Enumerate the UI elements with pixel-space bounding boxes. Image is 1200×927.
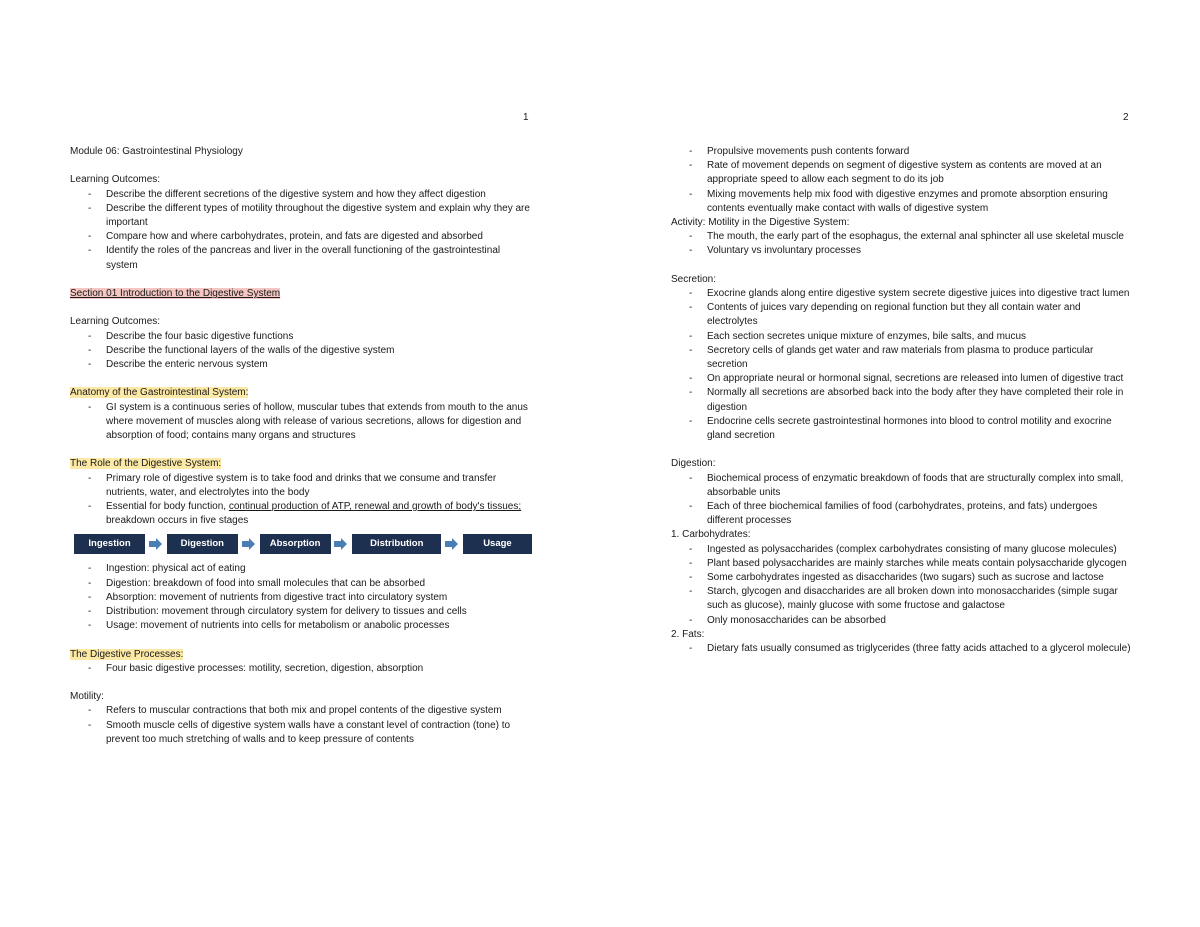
role-item-underlined: continual production of ATP, renewal and growth of body's tissues;: [228, 501, 522, 512]
fats-list: [671, 642, 1131, 656]
list-item: - Describe the functional layers of the walls of the digestive system: [70, 344, 532, 358]
list-item: - Describe the different secretions of the digestive system and how they affect digestion: [70, 188, 532, 202]
processes-heading: The Digestive Processes:: [70, 648, 184, 660]
list-item: - Distribution: movement through circulatory system for delivery to tissues and cells: [70, 605, 532, 619]
learning-outcomes-heading: Learning Outcomes:: [70, 316, 161, 328]
list-item: - Describe the different types of motility throughout the digestive system and explain why they are important: [70, 202, 532, 230]
list-item: - Endocrine cells secrete gastrointestinal hormones into blood to control motility and exocrine gland secretion: [671, 415, 1131, 443]
anatomy-heading: Anatomy of the Gastrointestinal System:: [70, 387, 249, 399]
list-item: - On appropriate neural or hormonal signal, secretions are released into lumen of digestive tract: [671, 372, 1131, 386]
digestion-list: [671, 472, 1131, 529]
arrow-right-icon: [331, 534, 353, 554]
flow-stage-distribution: Distribution: [352, 534, 441, 554]
section-heading: Section 01 Introduction to the Digestive System: [70, 288, 281, 299]
stages-list: [70, 562, 532, 633]
list-item: - Each of three biochemical families of food (carbohydrates, proteins, and fats) undergoes different processes: [671, 500, 1131, 528]
list-item: - Describe the four basic digestive functions: [70, 330, 532, 344]
list-item: - Smooth muscle cells of digestive system walls have a constant level of contraction (tone) to prevent too much stretching of walls and to keep pressure of contents: [70, 719, 532, 747]
list-item: - Exocrine glands along entire digestive system secrete digestive juices into digestive tract lumen: [671, 287, 1131, 301]
list-item: - Refers to muscular contractions that both mix and propel contents of the digestive system: [70, 704, 532, 718]
processes-list: [70, 662, 532, 676]
motility-continued-list: [671, 145, 1131, 216]
list-item: - Propulsive movements push contents forward: [671, 145, 1131, 159]
flow-stage-absorption: Absorption: [260, 534, 331, 554]
digestion-stages-flow: [74, 534, 532, 554]
list-item: - Ingestion: physical act of eating: [70, 562, 532, 576]
list-item: - Secretory cells of glands get water and raw materials from plasma to produce particular secretion: [671, 344, 1131, 372]
module-title: Module 06: Gastrointestinal Physiology: [70, 146, 243, 157]
list-item: - Starch, glycogen and disaccharides are all broken down into monosaccharides (simple sugar such as glucose), mainly glucose with some fructose and galactose: [671, 585, 1131, 613]
arrow-right-icon: [441, 534, 463, 554]
role-heading: The Role of the Digestive System:: [70, 458, 222, 470]
carbohydrates-list: [671, 543, 1131, 628]
carbohydrates-heading: 1. Carbohydrates:: [671, 529, 751, 541]
activity-heading: Activity: Motility in the Digestive System:: [671, 217, 850, 229]
list-item: - Each section secretes unique mixture of enzymes, bile salts, and mucus: [671, 330, 1131, 344]
list-item: - Primary role of digestive system is to take food and drinks that we consume and transfer nutrients, water, and electrolytes into the body: [70, 472, 532, 500]
list-item: - Digestion: breakdown of food into small molecules that can be absorbed: [70, 577, 532, 591]
flow-stage-ingestion: Ingestion: [74, 534, 145, 554]
page-number-left: 1: [523, 112, 529, 123]
list-item: - Four basic digestive processes: motility, secretion, digestion, absorption: [70, 662, 532, 676]
page-number-right: 2: [1123, 112, 1129, 123]
list-item: - Absorption: movement of nutrients from digestive tract into circulatory system: [70, 591, 532, 605]
list-item: - Normally all secretions are absorbed back into the body after they have completed their role in digestion: [671, 386, 1131, 414]
learning-outcomes-list: [70, 188, 532, 273]
list-item: - Ingested as polysaccharides (complex carbohydrates consisting of many glucose molecules): [671, 543, 1131, 557]
secretion-list: [671, 287, 1131, 443]
list-item: - Plant based polysaccharides are mainly starches while meats contain polysaccharide glycogen: [671, 557, 1131, 571]
secretion-heading: Secretion:: [671, 273, 717, 285]
list-item: - Voluntary vs involuntary processes: [671, 244, 1131, 258]
list-item: - Mixing movements help mix food with digestive enzymes and promote absorption ensuring contents eventually make contact with walls of digestive system: [671, 188, 1131, 216]
list-item: - Dietary fats usually consumed as triglycerides (three fatty acids attached to a glycerol molecule): [671, 642, 1131, 656]
motility-list: [70, 704, 532, 747]
flow-stage-usage: Usage: [463, 534, 532, 554]
list-item: - Rate of movement depends on segment of digestive system as contents are moved at an appropriate speed to allow each segment to do its job: [671, 159, 1131, 187]
list-item: [70, 500, 532, 528]
learning-outcomes-heading: Learning Outcomes:: [70, 174, 161, 186]
list-item: - Identify the roles of the pancreas and liver in the overall functioning of the gastrointestinal system: [70, 244, 532, 272]
list-item: - Some carbohydrates ingested as disaccharides (two sugars) such as sucrose and lactose: [671, 571, 1131, 585]
flow-stage-digestion: Digestion: [167, 534, 238, 554]
list-item: - Contents of juices vary depending on regional function but they all contain water and electrolytes: [671, 301, 1131, 329]
arrow-right-icon: [238, 534, 260, 554]
arrow-right-icon: [145, 534, 167, 554]
list-item: - Describe the enteric nervous system: [70, 358, 532, 372]
list-item: - GI system is a continuous series of hollow, muscular tubes that extends from mouth to the anus where movement of muscles along with release of various secretions, allows for digestion and absorption of food; contains many organs and structures: [70, 401, 532, 444]
role-item-text: breakdown occurs in five stages: [106, 515, 249, 527]
motility-heading: Motility:: [70, 691, 104, 703]
anatomy-list: [70, 401, 532, 444]
list-item: - Usage: movement of nutrients into cells for metabolism or anabolic processes: [70, 619, 532, 633]
list-item: - Compare how and where carbohydrates, protein, and fats are digested and absorbed: [70, 230, 532, 244]
activity-list: [671, 230, 1131, 258]
list-item: - Biochemical process of enzymatic breakdown of foods that are structurally complex into small, absorbable units: [671, 472, 1131, 500]
fats-heading: 2. Fats:: [671, 628, 705, 640]
section-outcomes-list: [70, 330, 532, 373]
digestion-heading: Digestion:: [671, 458, 716, 470]
left-page-column: [70, 145, 532, 747]
role-list: [70, 472, 532, 529]
list-item: - Only monosaccharides can be absorbed: [671, 614, 1131, 628]
list-item: - The mouth, the early part of the esophagus, the external anal sphincter all use skeletal muscle: [671, 230, 1131, 244]
role-item-text: Essential for body function,: [106, 501, 229, 512]
right-page-column: [671, 145, 1131, 656]
